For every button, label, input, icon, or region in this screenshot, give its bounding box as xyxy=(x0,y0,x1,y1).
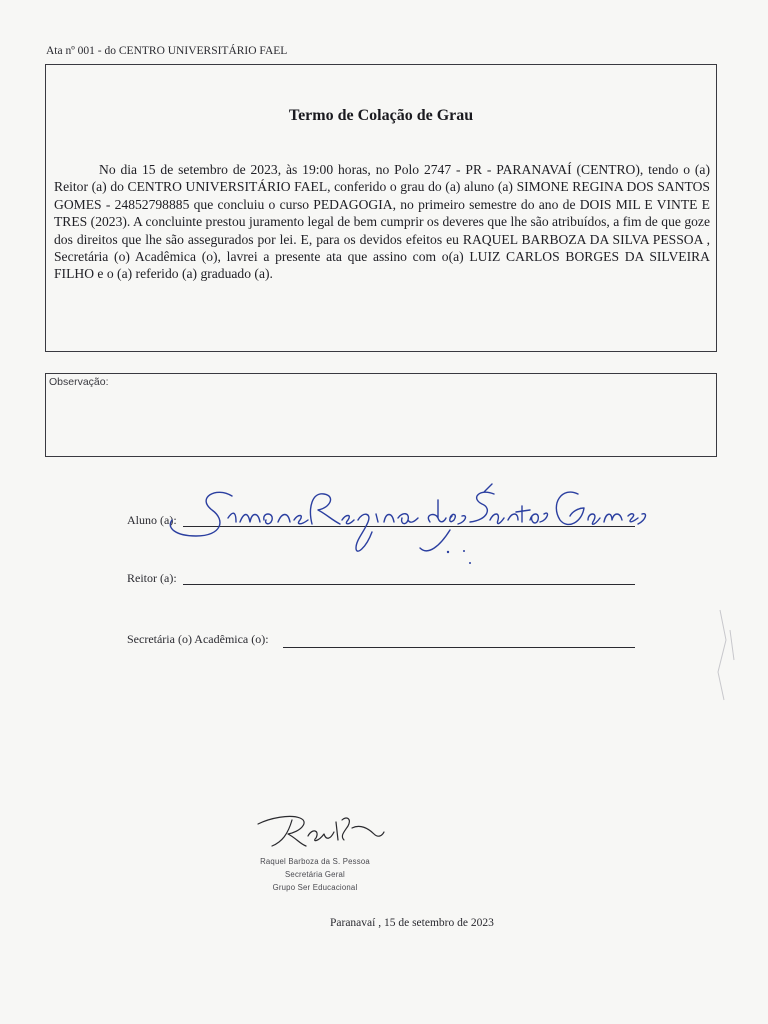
term-body: No dia 15 de setembro de 2023, às 19:00 horas, no Polo 2747 - PR - PARANAVAÍ (CENTRO), tendo o (a) Reitor (a) do CENTRO UNIVERSITÁRIO FAEL, conferido o grau do (a) aluno (a) SIMONE REGINA DOS SANTOS GOMES - 24852798885 que concluiu o curso PEDAGOGIA, no primeiro semestre do ano de DOIS MIL E VINTE E TRES (2023). A concluinte prestou juramento legal de bem cumprir os deveres que lhe são atribuídos, a fim de que goze dos direitos que lhe são assegurados por lei. E, para os devidos efeitos eu RAQUEL BARBOZA DA SILVA PESSOA , Secretária (o) Acadêmica (o), lavrei a presente ata que assino com o(a) LUIZ CARLOS BORGES DA SILVEIRA FILHO e o (a) referido (a) graduado (a). xyxy=(54,162,710,282)
ata-header: Ata nº 001 - do CENTRO UNIVERSITÁRIO FAEL xyxy=(46,45,288,57)
stamp-role: Secretária Geral xyxy=(285,870,345,879)
secretaria-geral-handwritten-signature xyxy=(258,816,384,846)
place-date: Paranavaí , 15 de setembro de 2023 xyxy=(330,917,494,929)
scan-artifacts xyxy=(718,610,734,700)
aluno-handwritten-signature xyxy=(170,484,645,551)
stamp-name: Raquel Barboza da S. Pessoa xyxy=(260,857,370,866)
stamp-group: Grupo Ser Educacional xyxy=(272,883,358,892)
ink-specks xyxy=(447,550,471,564)
term-title: Termo de Colação de Grau xyxy=(288,107,474,124)
aluno-label: Aluno (a): xyxy=(127,513,177,527)
observation-label: Observação: xyxy=(49,376,109,388)
secretaria-label: Secretária (o) Acadêmica (o): xyxy=(127,632,269,646)
reitor-label: Reitor (a): xyxy=(127,571,177,585)
